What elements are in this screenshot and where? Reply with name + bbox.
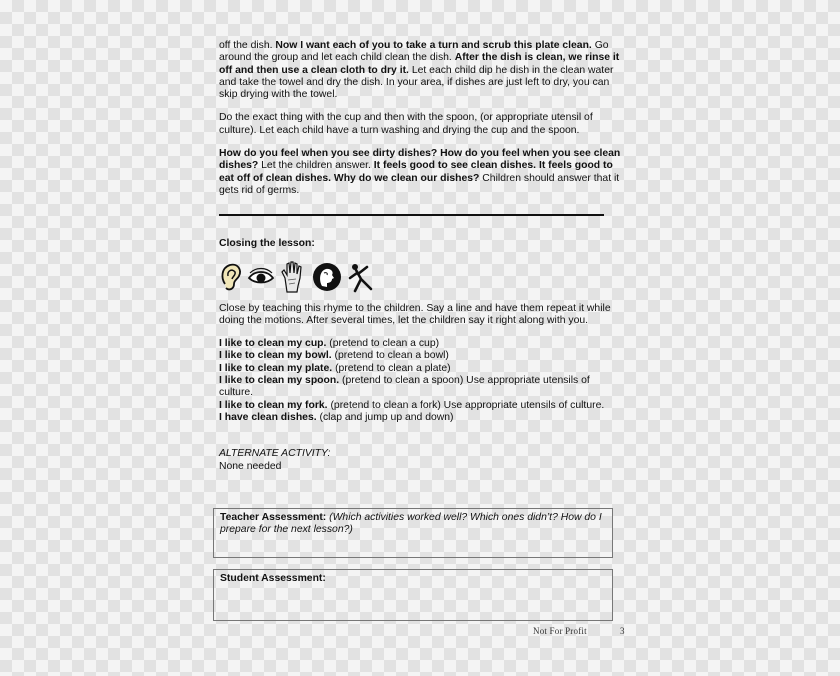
rhyme-list [219, 338, 624, 424]
text: Let each child dip he dish in the clean water and take the towel and dry the dish. In your area, if dishes are just left to dry, you can skip drying with the towel. [219, 64, 614, 101]
stretching-person-icon [347, 261, 377, 293]
rhyme-line: I have clean dishes. (clap and jump up and down) [219, 411, 454, 423]
footer-text: Not For Profit [533, 626, 587, 636]
bold-text: It feels good to see clean dishes. It feels good to eat off of clean dishes. Why do we clean our dishes? [219, 160, 613, 184]
paragraph-feelings [219, 148, 624, 197]
horizontal-divider [219, 214, 604, 216]
closing-heading: Closing the lesson: [219, 238, 315, 250]
rhyme-line: I like to clean my fork. (pretend to clean a fork) Use appropriate utensils of culture. [219, 399, 605, 411]
rhyme-instructions: Close by teaching this rhyme to the children. Say a line and have them repeat it while doing the motions. After several times, let the children say it right along with you. [219, 302, 611, 326]
alternate-activity-title: ALTERNATE ACTIVITY: [219, 448, 331, 460]
text: off the dish. [219, 40, 276, 51]
text: Children should answer that it gets rid of germs. [219, 172, 620, 196]
head-profile-icon [311, 261, 343, 293]
teacher-assessment-prompt: (Which activities worked well? Which ones didn’t? How do I prepare for the next lesson?) [220, 512, 602, 536]
teacher-assessment-label: Teacher Assessment: [220, 512, 327, 523]
teacher-assessment-box[interactable] [213, 508, 613, 558]
student-assessment-box[interactable] [213, 569, 613, 621]
page-number: 3 [620, 626, 625, 636]
ear-icon [219, 262, 243, 292]
bold-text: How do you feel when you see dirty dishes? How do you feel when you see clean dishes? [219, 148, 621, 172]
document-body [219, 40, 624, 473]
alternate-activity-text: None needed [219, 460, 282, 472]
bold-text: After the dish is clean, we rinse it off and then use a clean cloth to dry it. [219, 52, 620, 76]
senses-icon-row [219, 258, 624, 296]
rhyme-line: I like to clean my plate. (pretend to clean a plate) [219, 362, 451, 374]
bold-text: Now I want each of you to take a turn and scrub this plate clean. [275, 40, 592, 51]
text: Let the children answer. [258, 160, 374, 172]
rhyme-line: I like to clean my bowl. (pretend to clean a bowl) [219, 350, 449, 362]
student-assessment-label: Student Assessment: [220, 573, 326, 584]
rhyme-line: I like to clean my cup. (pretend to clean a cup) [219, 338, 440, 350]
eye-icon [247, 267, 275, 287]
paragraph-scrub-plate [219, 40, 624, 101]
page-footer [533, 626, 625, 636]
rhyme-line: I like to clean my spoon. (pretend to clean a spoon) Use appropriate utensils of culture. [219, 375, 590, 399]
paragraph-cup-spoon: Do the exact thing with the cup and then with the spoon, (or appropriate utensil of culture). Let each child have a turn washing and drying the cup and the spoon. [219, 112, 593, 136]
hand-icon [279, 260, 307, 294]
alternate-activity [219, 448, 624, 473]
text: Go around the group and let each child clean the dish. [219, 40, 609, 64]
